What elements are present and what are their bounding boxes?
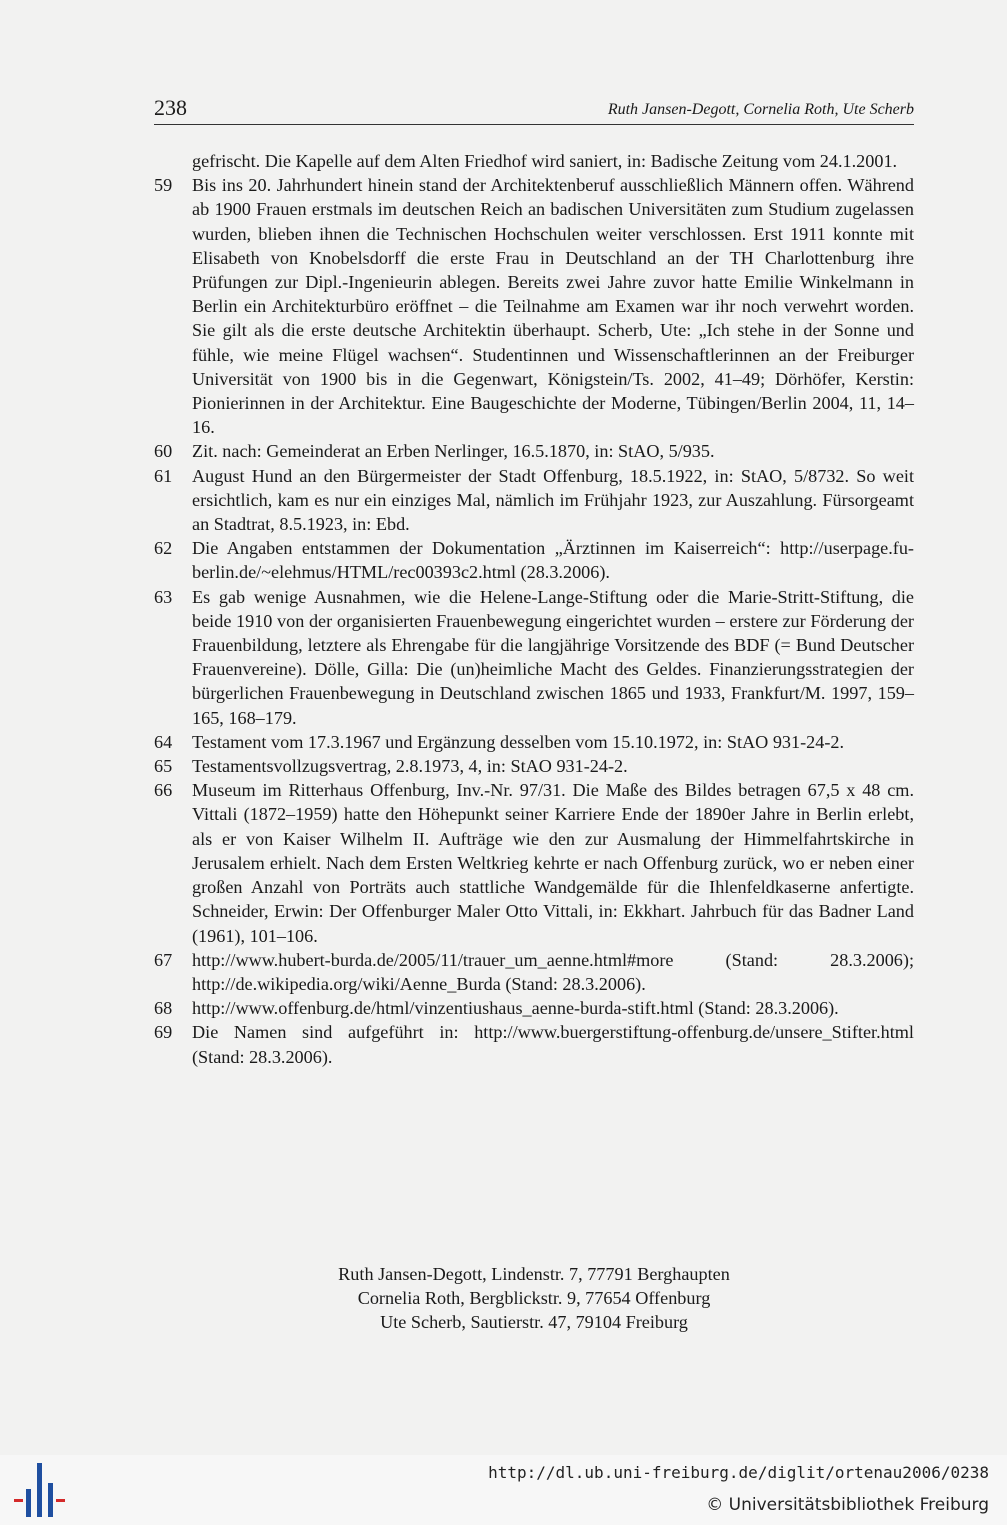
footnote-text: http://www.offenburg.de/html/vinzentiushaus_aenne-burda-stift.html (Stand: 28.3.2006). <box>192 998 839 1019</box>
footnote-number: 60 <box>154 441 173 462</box>
footnote-text: Testamentsvollzugsvertrag, 2.8.1973, 4, in: StAO 931-24-2. <box>192 756 628 777</box>
footnote <box>154 996 914 1020</box>
footnote-text: Museum im Ritterhaus Offenburg, Inv.-Nr. 97/31. Die Maße des Bildes betragen 67,5 x 48 cm. Vittali (1872–1959) hatte den Höhepunkt seiner Karriere Ende der 1890er Jahre in Berlin erlebt, als er von Kaiser Wilhelm II. Aufträge wie den zur Ausmalung der Himmelfahrtskirche in Jerusalem erhielt. Nach dem Ersten Weltkrieg kehrte er nach Offenburg zurück, wo er neben einer großen Anzahl von Porträts auch stattliche Wandgemälde für die Ihlenfeldkaserne anfertigte. Schneider, Erwin: Der Offenburger Maler Otto Vittali, in: Ekkhart. Jahrbuch für das Badner Land (1961), 101–106. <box>192 780 914 946</box>
footnote-number: 68 <box>154 998 173 1019</box>
copyright-notice: © Universitätsbibliothek Freiburg <box>706 1495 989 1515</box>
footnote-text: http://www.hubert-burda.de/2005/11/trauer_um_aenne.html#more (Stand: 28.3.2006); http://de.wikipedia.org/wiki/Aenne_Burda (Stand: 28.3.2006). <box>192 949 914 994</box>
footnote <box>154 439 914 463</box>
footnote-number: 62 <box>154 538 173 559</box>
footnote-number: 59 <box>154 175 173 196</box>
running-head: Ruth Jansen-Degott, Cornelia Roth, Ute Scherb <box>607 101 914 118</box>
footnote-number: 69 <box>154 1022 173 1043</box>
author-addresses <box>154 1262 914 1335</box>
permalink-url[interactable]: http://dl.ub.uni-freiburg.de/diglit/ortenau2006/0238 <box>488 1463 989 1482</box>
ub-freiburg-logo-icon <box>14 1463 66 1517</box>
page-header <box>154 96 914 125</box>
address-line: Ute Scherb, Sautierstr. 47, 79104 Freiburg <box>380 1312 688 1333</box>
footnote-text: Bis ins 20. Jahrhundert hinein stand der Architektenberuf ausschließlich Männern offen. Während ab 1900 Frauen erstmals im deutschen Reich an badischen Universitäten zum Studium zugelassen wurden, blieben ihnen die Technischen Hochschulen weiter verschlossen. Erst 1911 konnte mit Elisabeth von Knobelsdorff die erste Frau in Deutschland an der TH Charlottenburg ihre Prüfungen zur Dipl.-Ingenieurin ablegen. Bereits zwei Jahre zuvor hatte Emilie Winkelmann in Berlin ein Architekturbüro eröffnet – die Teilnahme am Examen war ihr noch verwehrt worden. Sie gilt als die erste deutsche Architektin überhaupt. Scherb, Ute: „Ich stehe in der Sonne und fühle, wie meine Flügel wachsen“. Studentinnen und Wissenschaftlerinnen an der Freiburger Universität von 1900 bis in die Gegenwart, Königstein/Ts. 2002, 41–49; Dörhöfer, Kerstin: Pionierinnen in der Architektur. Eine Baugeschichte der Moderne, Tübingen/Berlin 2004, 11, 14–16. <box>192 175 914 438</box>
footnote-continuation: gefrischt. Die Kapelle auf dem Alten Friedhof wird saniert, in: Badische Zeitung vom 24.1.2001. <box>192 151 898 171</box>
address-line: Ruth Jansen-Degott, Lindenstr. 7, 77791 Berghaupten <box>338 1264 730 1284</box>
footnote <box>154 173 914 439</box>
footnote-number: 63 <box>154 586 173 607</box>
address-line: Cornelia Roth, Bergblickstr. 9, 77654 Offenburg <box>357 1288 711 1309</box>
footnotes <box>154 149 914 1069</box>
page-number: 238 <box>154 95 187 120</box>
footnote-text: Die Angaben entstammen der Dokumentation „Ärztinnen im Kaiserreich“: http://userpage.fu-berlin.de/~elehmus/HTML/rec00393c2.html (28.3.2006). <box>192 538 914 583</box>
footnote-number: 67 <box>154 949 173 970</box>
footnote-text: Es gab wenige Ausnahmen, wie die Helene-Lange-Stiftung oder die Marie-Stritt-Stiftung, die beide 1910 von der organisierten Frauenbewegung eingerichtet wurden – erstere zur Förderung der Frauenbildung, letztere als Ehrengabe für die langjährige Vorsitzende des BDF (= Bund Deutscher Frauenvereine). Dölle, Gilla: Die (un)heimliche Macht des Geldes. Finanzierungsstrategien der bürgerlichen Frauenbewegung in Deutschland zwischen 1865 und 1933, Frankfurt/M. 1997, 159–165, 168–179. <box>192 586 914 728</box>
footnote <box>154 730 914 754</box>
footnote-number: 65 <box>154 756 173 777</box>
footnote-text: August Hund an den Bürgermeister der Stadt Offenburg, 18.5.1922, in: StAO, 5/8732. So weit ersichtlich, kam es nur ein einziges Mal, nämlich im Frühjahr 1923, zur Auszahlung. Fürsorgeamt an Stadtrat, 8.5.1923, in: Ebd. <box>192 465 914 535</box>
footnote-text: Die Namen sind aufgeführt in: http://www.buergerstiftung-offenburg.de/unsere_Stifter.html (Stand: 28.3.2006). <box>192 1022 914 1067</box>
footnote-number: 64 <box>154 731 173 752</box>
footnote <box>154 536 914 584</box>
viewer-footer <box>0 1455 1007 1525</box>
footnote-text: Zit. nach: Gemeinderat an Erben Nerlinger, 16.5.1870, in: StAO, 5/935. <box>192 441 715 462</box>
footnote <box>154 464 914 537</box>
footnote <box>154 585 914 730</box>
footnote <box>154 948 914 996</box>
footnote <box>154 1020 914 1068</box>
footnote <box>154 778 914 947</box>
footnote-number: 66 <box>154 780 173 801</box>
footnote-text: Testament vom 17.3.1967 und Ergänzung desselben vom 15.10.1972, in: StAO 931-24-2. <box>192 731 845 752</box>
footnote <box>154 754 914 778</box>
footnote-number: 61 <box>154 465 173 486</box>
